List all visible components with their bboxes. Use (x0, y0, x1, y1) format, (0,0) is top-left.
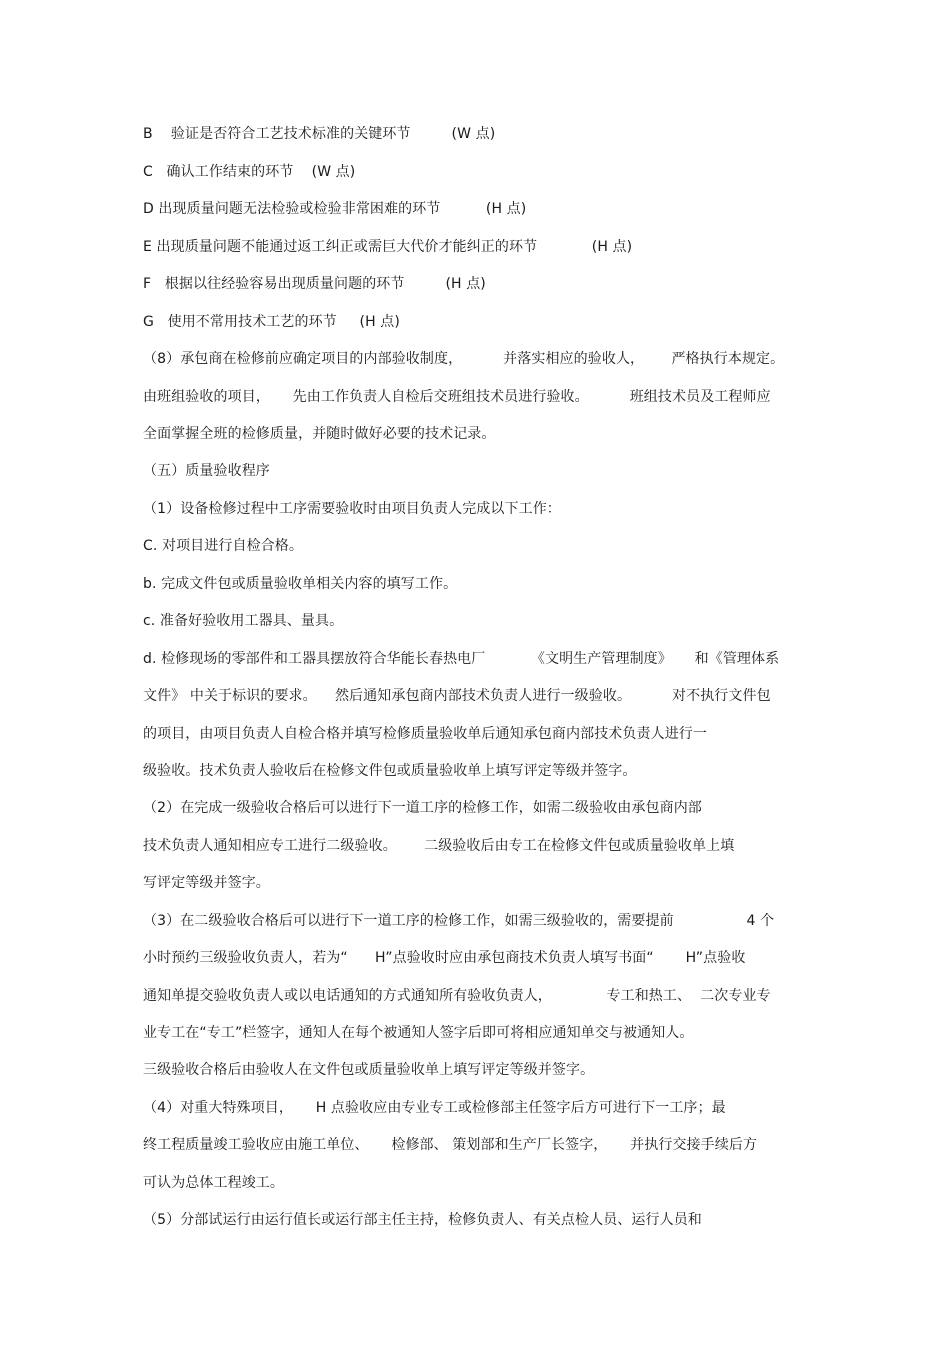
text-line: E 出现质量问题不能通过返工纠正或需巨大代价才能纠正的环节 (H 点) (143, 239, 633, 255)
text-line: d. 检修现场的零部件和工器具摆放符合华能长春热电厂 《文明生产管理制度》 和《管理体系 (143, 651, 780, 667)
text-line: （3）在二级验收合格后可以进行下一道工序的检修工作，如需三级验收的，需要提前 4 个 (143, 913, 775, 929)
text-line: C 确认工作结束的环节 (W 点) (143, 164, 356, 180)
text-line: D 出现质量问题无法检验或检验非常困难的环节 (H 点) (143, 201, 527, 217)
text-line: 三级验收合格后由验收人在文件包或质量验收单上填写评定等级并签字。 (143, 1062, 595, 1078)
text-line: F 根据以往经验容易出现质量问题的环节 (H 点) (143, 276, 486, 292)
text-line: 通知单提交验收负责人或以电话通知的方式通知所有验收负责人， 专工和热工、 二次专业专 (143, 988, 771, 1004)
text-line: 文件》 中关于标识的要求。 然后通知承包商内部技术负责人进行一级验收。 对不执行文件包 (143, 688, 771, 704)
text-line: 小时预约三级验收负责人，若为“ H”点验收时应由承包商技术负责人填写书面“ H”点验收 (143, 950, 746, 966)
text-line: （2）在完成一级验收合格后可以进行下一道工序的检修工作，如需二级验收由承包商内部 (143, 800, 702, 816)
text-line: 终工程质量竣工验收应由施工单位、 检修部、 策划部和生产厂长签字， 并执行交接手续后方 (143, 1137, 758, 1153)
text-line: （5）分部试运行由运行值长或运行部主任主持，检修负责人、有关点检人员、运行人员和 (143, 1212, 702, 1228)
text-line: （4）对重大特殊项目， H 点验收应由专业专工或检修部主任签字后方可进行下一工序；最 (143, 1100, 726, 1116)
text-line: 技术负责人通知相应专工进行二级验收。 二级验收后由专工在检修文件包或质量验收单上填 (143, 838, 735, 854)
text-line: 的项目，由项目负责人自检合格并填写检修质量验收单后通知承包商内部技术负责人进行一 (143, 726, 707, 742)
text-line: （8）承包商在检修前应确定项目的内部验收制度， 并落实相应的验收人， 严格执行本规定。 (143, 351, 785, 367)
text-line: C. 对项目进行自检合格。 (143, 538, 303, 554)
text-line: 级验收。技术负责人验收后在检修文件包或质量验收单上填写评定等级并签字。 (143, 763, 637, 779)
text-line: （1）设备检修过程中工序需要验收时由项目负责人完成以下工作： (143, 501, 561, 517)
text-line: c. 准备好验收用工器具、量具。 (143, 613, 344, 629)
text-line: 写评定等级并签字。 (143, 875, 270, 891)
text-line: 全面掌握全班的检修质量，并随时做好必要的技术记录。 (143, 426, 496, 442)
text-line: 业专工在“专工”栏签字，通知人在每个被通知人签字后即可将相应通知单交与被通知人。 (143, 1025, 694, 1041)
text-line: 由班组验收的项目， 先由工作负责人自检后交班组技术员进行验收。 班组技术员及工程师应 (143, 389, 771, 405)
text-line: 可认为总体工程竣工。 (143, 1175, 284, 1191)
text-line: B 验证是否符合工艺技术标准的关键环节 (W 点) (143, 126, 496, 142)
text-line: b. 完成文件包或质量验收单相关内容的填写工作。 (143, 576, 458, 592)
text-line: G 使用不常用技术工艺的环节 (H 点) (143, 314, 400, 330)
section-heading: （五）质量验收程序 (143, 463, 270, 479)
